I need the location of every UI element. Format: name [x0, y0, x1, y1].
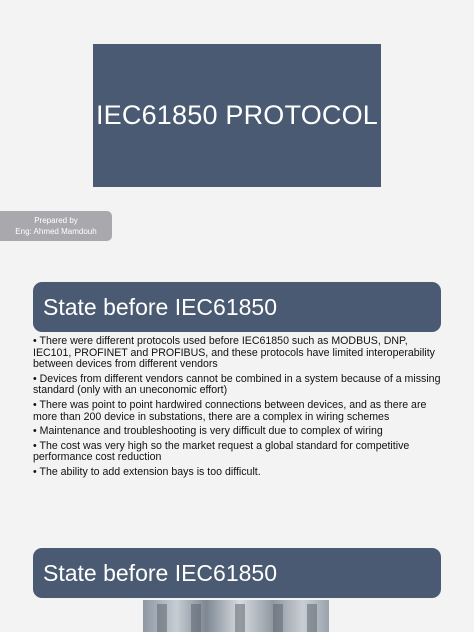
- section-header-2: [33, 548, 441, 598]
- photo-detail: [157, 604, 167, 632]
- photo-detail: [191, 604, 201, 632]
- section-header-title: State before IEC61850: [43, 293, 277, 320]
- title-slide-banner: [93, 44, 381, 187]
- bullet-item: • There were different protocols used before IEC61850 such as MODBUS, DNP, IEC101, PROFINET and PROFIBUS, and these protocols have limited interoperability between devices from different vendors: [33, 336, 443, 371]
- prepared-by-label: Prepared by: [34, 216, 78, 225]
- slide-title: IEC61850 PROTOCOL: [95, 100, 379, 130]
- author-name: Eng: Ahmed Mamdouh: [15, 227, 97, 236]
- bullet-item: • Maintenance and troubleshooting is very difficult due to complex of wiring: [33, 426, 443, 438]
- bullet-item: • Devices from different vendors cannot be combined in a system because of a missing standard (only with an uneconomic effort): [33, 374, 443, 397]
- bullet-item: • The cost was very high so the market request a global standard for competitive performance cost reduction: [33, 441, 443, 464]
- photo-detail: [235, 604, 245, 632]
- bullet-list: [33, 336, 443, 482]
- photo-detail: [273, 604, 283, 632]
- section-header-title-2: State before IEC61850: [43, 559, 277, 586]
- substation-equipment-photo: [143, 600, 329, 632]
- bullet-item: • The ability to add extension bays is too difficult.: [33, 467, 443, 479]
- section-header: [33, 282, 441, 332]
- bullet-item: • There was point to point hardwired connections between devices, and as there are more than 200 device in substations, there are a complex in wiring schemes: [33, 400, 443, 423]
- photo-detail: [307, 604, 317, 632]
- author-badge: [0, 211, 112, 241]
